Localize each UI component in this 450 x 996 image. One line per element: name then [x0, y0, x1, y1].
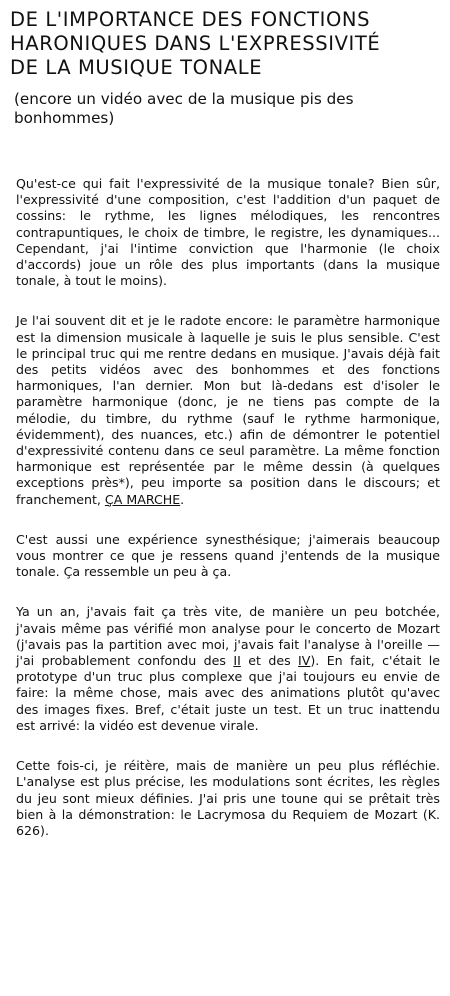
paragraph-2-emphasis: ÇA MARCHE [104, 491, 181, 507]
paragraph-4-text-a: Ya un an, j'avais fait ça très vite, de manière un peu botchée, j'avais même pas vérifié mon analyse pour le concerto de Mozart (j'avais pas la partition avec moi, j'avais fait l'analyse à l'oreille — j'ai probablement confondu des [16, 604, 440, 669]
subtitle: (encore un vidéo avec de la musique pis des bonhommes) [14, 90, 354, 127]
title-line-2: HARONIQUES DANS L'EXPRESSIVITÉ [10, 32, 381, 55]
paragraph-2-text: Je l'ai souvent dit et je le radote encore: le paramètre harmonique est la dimension musicale à laquelle je suis le plus sensible. C'est le principal truc qui me rentre dedans en musique. J'avais déjà fait des petits vidéos avec des bonhommes et des fonctions harmoniques, l'an dernier. Mon but là-dedans est d'isoler le paramètre harmonique (donc, je ne tiens pas compte de la mélodie, du timbre, du rythme (sauf le rythme harmonique, évidemment), des nuances, etc.) afin de démontrer le potentiel d'expressivité contenu dans ce seul paramètre. La même fonction harmonique est représentée par le même dessin (à quelques exceptions près*), peu importe sa position dans le discours; et franchement, [16, 313, 440, 507]
paragraph-4-text-b: et des [240, 653, 299, 669]
paragraph-1: Qu'est-ce qui fait l'expressivité de la musique tonale? Bien sûr, l'expressivité d'une composition, c'est l'addition d'un paquet de cossins: le rythme, les lignes mélodiques, les rencontres contrapuntiques, le choix de timbre, le registre, les dynamiques... Cependant, j'ai l'intime conviction que l'harmonie (le choix d'accords) joue un rôle des plus importants (dans la musique tonale, à tout le moins). [16, 176, 440, 289]
paragraph-4-text-c: ). En fait, c'était le prototype d'un truc plus complexe que j'ai toujours eu envie de faire: la même chose, mais avec des animations plutôt qu'avec des images fixes. Bref, c'était juste un test. Et un truc inattendu est arrivé: la vidéo est devenue virale. [16, 653, 440, 733]
title-line-1: DE L'IMPORTANCE DES FONCTIONS [10, 8, 371, 31]
title-line-3: DE LA MUSIQUE TONALE [10, 56, 263, 79]
roman-numeral-iv: IV [298, 653, 311, 669]
paragraph-4 [16, 604, 440, 734]
paragraph-3: C'est aussi une expérience synesthésique; j'aimerais beaucoup vous montrer ce que je ressens quand j'entends de la musique tonale. Ça ressemble un peu à ça. [16, 531, 440, 580]
roman-numeral-ii: II [233, 653, 241, 669]
paragraph-5: Cette fois-ci, je réitère, mais de manière un peu plus réfléchie. L'analyse est plus précise, les modulations sont écrites, les règles du jeu sont mieux définies. J'ai pris une toune qui se prêtait très bien à la démonstration: le Lacrymosa du Requiem de Mozart (K. 626). [16, 758, 440, 838]
article-body [10, 176, 440, 839]
paragraph-2-end: . [180, 491, 185, 507]
page-title [10, 8, 440, 80]
paragraph-2 [16, 313, 440, 507]
